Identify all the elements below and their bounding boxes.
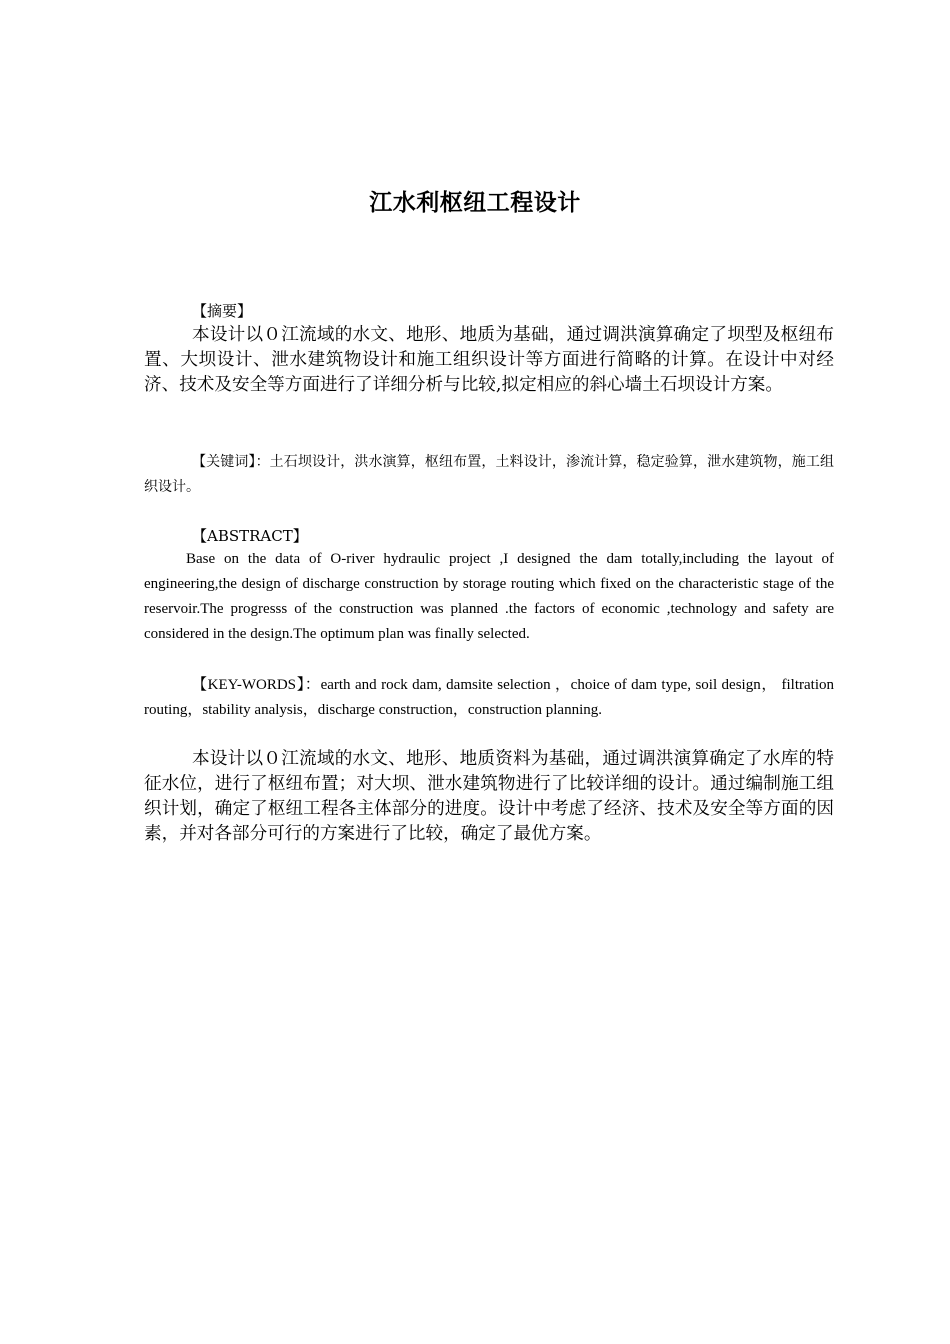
keywords-en-label: 【KEY-WORDS】 [192, 677, 305, 693]
keywords-en-paragraph [144, 673, 834, 723]
document-title: 江水利枢纽工程设计 [369, 189, 581, 216]
keywords-cn-section [144, 450, 834, 500]
keywords-cn-label: 【关键词】 [192, 454, 256, 470]
keywords-cn-paragraph [144, 450, 834, 500]
abstract-en-body: Base on the data of O-river hydraulic project ,I designed the dam totally,including the layout of engineering,the design of discharge construction by storage routing which fixed on the characteristic stage of the reservoir.The progresss of the construction was planned .the factors of economic ,technology and safety are considered in the design.The optimum plan was finally selected. [144, 551, 834, 642]
summary-cn-section [144, 747, 834, 847]
abstract-cn-heading: 【摘要】 [192, 302, 253, 320]
abstract-cn-section [144, 300, 834, 398]
summary-cn-body: 本设计以０江流域的水文、地形、地质资料为基础，通过调洪演算确定了水库的特征水位，进行了枢纽布置；对大坝、泄水建筑物进行了比较详细的设计。通过编制施工组织计划，确定了枢纽工程各主体部分的进度。设计中考虑了经济、技术及安全等方面的因素，并对各部分可行的方案进行了比较，确定了最优方案。 [144, 749, 834, 844]
abstract-en-heading: 【ABSTRACT】 [192, 527, 308, 545]
abstract-cn-body: 本设计以０江流域的水文、地形、地质为基础，通过调洪演算确定了坝型及枢纽布置、大坝设计、泄水建筑物设计和施工组织设计等方面进行简略的计算。在设计中对经济、技术及安全等方面进行了详细分析与比较,拟定相应的斜心墙土石坝设计方案。 [144, 325, 834, 395]
abstract-en-section [144, 525, 834, 647]
keywords-cn-text: ：土石坝设计，洪水演算，枢纽布置，土料设计，渗流计算，稳定验算，泄水建筑物，施工组织设计。 [144, 454, 835, 495]
keywords-en-section [144, 673, 834, 723]
keywords-en-text: ：earth and rock dam, damsite selection ，choice of dam type, soil design， filtration routing，stability analysis，discharge construction，construction planning. [144, 677, 834, 718]
